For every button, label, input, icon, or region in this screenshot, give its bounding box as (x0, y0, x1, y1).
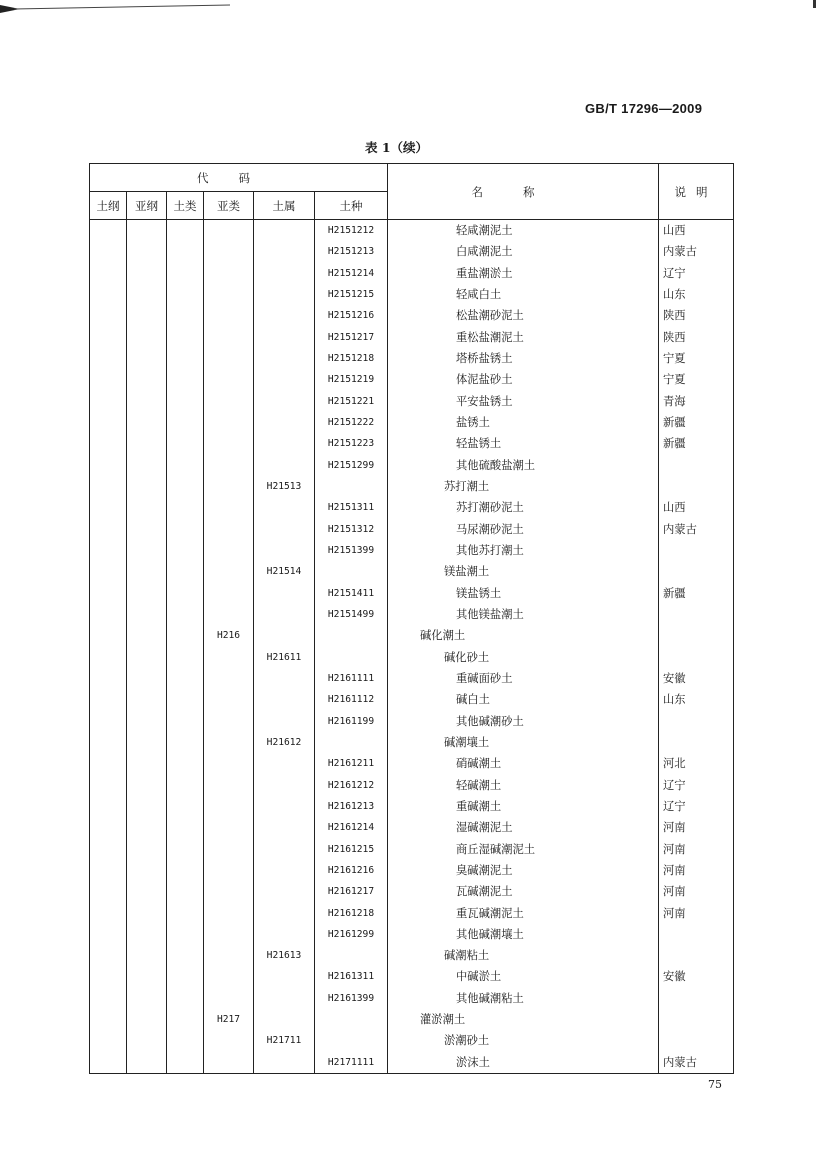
table-title: 表 1（续） (365, 140, 429, 155)
soil-name: 苏打潮土 (444, 479, 490, 493)
family-code (254, 860, 314, 881)
name-column (388, 220, 659, 1074)
scan-edge-mark (813, 0, 816, 8)
family-code (254, 1052, 314, 1073)
species-code: H2161111 (327, 672, 375, 684)
soil-name: 镁盐潮土 (444, 565, 490, 579)
family-code (254, 988, 314, 1009)
subgroup-code (204, 689, 253, 710)
subgroup-code (204, 348, 253, 369)
soil-name: 其他碱潮粘土 (456, 991, 524, 1005)
subgroup-code (204, 391, 253, 412)
family-code (254, 711, 314, 732)
species-code: H2161215 (327, 843, 375, 855)
species-code: H2161399 (327, 992, 375, 1004)
species-code: H2161211 (327, 758, 375, 770)
family-code: H21711 (266, 1035, 302, 1047)
species-code: H2151312 (327, 523, 375, 535)
species-code: H2151411 (327, 587, 375, 599)
soil-order-header: 土纲 (90, 192, 127, 220)
subgroup-code (204, 775, 253, 796)
family-code (254, 433, 314, 454)
subgroup-code (204, 369, 253, 390)
family-code (254, 753, 314, 774)
species-code: H2161212 (327, 779, 375, 791)
soil-order-column (90, 220, 127, 1074)
species-column (315, 220, 388, 1074)
region-note: 内蒙古 (663, 522, 697, 536)
family-code (254, 604, 314, 625)
family-code (254, 775, 314, 796)
family-code: H21513 (266, 480, 302, 492)
species-code: H2161199 (327, 715, 375, 727)
name-header: 名称 (388, 164, 659, 220)
family-code (254, 903, 314, 924)
soil-name: 体泥盐砂土 (456, 373, 513, 387)
species-code: H2151223 (327, 438, 375, 450)
family-code (254, 412, 314, 433)
family-code (254, 455, 314, 476)
soil-name: 碱化潮土 (420, 629, 466, 643)
region-note: 山东 (663, 287, 686, 301)
soil-name: 塔桥盐锈土 (456, 351, 513, 365)
species-code: H2161299 (327, 928, 375, 940)
subgroup-code (204, 796, 253, 817)
subgroup-code (204, 561, 253, 582)
family-code (254, 263, 314, 284)
soil-name: 其他碱潮壤土 (456, 927, 524, 941)
subgroup-code (204, 284, 253, 305)
soil-name: 轻咸白土 (456, 287, 502, 301)
subgroup-code: H216 (216, 630, 241, 642)
species-code: H2151499 (327, 608, 375, 620)
family-code (254, 220, 314, 241)
soil-name: 碱化砂土 (444, 650, 490, 664)
species-code: H2161217 (327, 886, 375, 898)
family-code: H21514 (266, 566, 302, 578)
subgroup-code (204, 647, 253, 668)
species-code (315, 1009, 387, 1030)
species-code (315, 647, 387, 668)
region-note (659, 988, 733, 1009)
code-group-header: 代码 (90, 164, 388, 192)
subgroup-code (204, 412, 253, 433)
region-note (659, 1009, 733, 1030)
family-code (254, 391, 314, 412)
subgroup-code (204, 263, 253, 284)
subgroup-column (204, 220, 254, 1074)
soil-name: 松盐潮砂泥土 (456, 309, 524, 323)
page-number: 75 (708, 1078, 722, 1091)
soil-name: 碱潮壤土 (444, 735, 490, 749)
species-code: H2151219 (327, 374, 375, 386)
soil-name: 轻碱潮土 (456, 778, 502, 792)
species-code: H2161311 (327, 971, 375, 983)
subgroup-code (204, 476, 253, 497)
soil-name: 瓦碱潮泥土 (456, 885, 513, 899)
family-code (254, 305, 314, 326)
soil-classification-table (89, 163, 734, 1074)
region-note: 内蒙古 (663, 245, 697, 259)
family-code (254, 327, 314, 348)
region-note: 河南 (663, 906, 686, 920)
subgroup-code (204, 881, 253, 902)
soil-name: 马尿潮砂泥土 (456, 522, 524, 536)
species-code: H2151299 (327, 459, 375, 471)
family-code (254, 817, 314, 838)
region-note: 河南 (663, 885, 686, 899)
region-note: 新疆 (663, 586, 686, 600)
species-code: H2161213 (327, 800, 375, 812)
region-note: 安徽 (663, 970, 686, 984)
soil-name: 臭碱潮泥土 (456, 863, 513, 877)
suborder-header: 亚纲 (127, 192, 167, 220)
species-code: H2151214 (327, 267, 375, 279)
soil-name: 重瓦碱潮泥土 (456, 906, 524, 920)
region-note: 河南 (663, 863, 686, 877)
family-code (254, 966, 314, 987)
region-note: 河南 (663, 821, 686, 835)
subgroup-code (204, 1052, 253, 1073)
family-code (254, 284, 314, 305)
species-code: H2151218 (327, 352, 375, 364)
subgroup-code (204, 1030, 253, 1051)
family-header: 土属 (254, 192, 315, 220)
species-code (315, 625, 387, 646)
subgroup-code (204, 966, 253, 987)
region-note: 陕西 (663, 309, 686, 323)
soil-name: 其他镁盐潮土 (456, 607, 524, 621)
note-header: 说明 (659, 164, 734, 220)
region-note: 宁夏 (663, 373, 686, 387)
soil-name: 其他苏打潮土 (456, 543, 524, 557)
region-note (659, 1030, 733, 1051)
region-note (659, 732, 733, 753)
soil-name: 碱潮粘土 (444, 949, 490, 963)
subgroup-code (204, 711, 253, 732)
subgroup-code (204, 860, 253, 881)
family-code (254, 924, 314, 945)
family-code (254, 497, 314, 518)
region-note: 辽宁 (663, 778, 686, 792)
region-note (659, 924, 733, 945)
family-code (254, 689, 314, 710)
soil-name: 淤潮砂土 (444, 1034, 490, 1048)
species-header: 土种 (315, 192, 388, 220)
family-code (254, 369, 314, 390)
region-note (659, 625, 733, 646)
species-code: H2151399 (327, 544, 375, 556)
family-code (254, 348, 314, 369)
subgroup-code (204, 455, 253, 476)
species-code: H2161216 (327, 864, 375, 876)
region-note: 新疆 (663, 415, 686, 429)
region-note: 山西 (663, 224, 686, 237)
family-code: H21611 (266, 651, 302, 663)
subgroup-code (204, 988, 253, 1009)
species-code (315, 476, 387, 497)
species-code (315, 1030, 387, 1051)
subgroup-code (204, 220, 253, 241)
soil-name: 碱白土 (456, 693, 490, 707)
family-code: H21613 (266, 950, 302, 962)
region-note: 青海 (663, 394, 686, 408)
suborder-column (127, 220, 167, 1074)
soil-name: 镁盐锈土 (456, 586, 502, 600)
species-code: H2151213 (327, 246, 375, 258)
region-note: 河南 (663, 842, 686, 856)
soil-name: 其他碱潮砂土 (456, 714, 524, 728)
region-note: 辽宁 (663, 799, 686, 813)
species-code: H2161218 (327, 907, 375, 919)
subgroup-code (204, 540, 253, 561)
region-note: 陕西 (663, 330, 686, 344)
family-code (254, 796, 314, 817)
region-note (659, 604, 733, 625)
region-note: 新疆 (663, 437, 686, 451)
region-note (659, 647, 733, 668)
subgroup-code: H217 (216, 1014, 241, 1026)
species-code: H2151311 (327, 502, 375, 514)
species-code: H2151212 (327, 225, 375, 236)
family-code (254, 839, 314, 860)
species-code: H2151222 (327, 416, 375, 428)
species-code (315, 561, 387, 582)
subgroup-code (204, 305, 253, 326)
family-code: H21612 (266, 736, 302, 748)
family-code (254, 1009, 314, 1030)
standard-code: GB/T 17296—2009 (585, 101, 703, 116)
region-note: 山西 (663, 501, 686, 515)
subgroup-code (204, 241, 253, 262)
region-note (659, 476, 733, 497)
subgroup-code (204, 753, 253, 774)
region-note: 辽宁 (663, 266, 686, 280)
note-column (659, 220, 734, 1074)
subgroup-code (204, 604, 253, 625)
region-note (659, 945, 733, 966)
subgroup-code (204, 433, 253, 454)
subgroup-code (204, 519, 253, 540)
soil-name: 中碱淤土 (456, 970, 502, 984)
species-code: H2161112 (327, 694, 375, 706)
family-code (254, 519, 314, 540)
subgroup-code (204, 668, 253, 689)
region-note: 河北 (663, 757, 686, 771)
soil-name: 硝碱潮土 (456, 757, 502, 771)
species-code (315, 945, 387, 966)
soil-name: 重碱潮土 (456, 799, 502, 813)
region-note (659, 561, 733, 582)
group-header: 土类 (167, 192, 204, 220)
subgroup-code (204, 497, 253, 518)
species-code (315, 732, 387, 753)
region-note: 安徽 (663, 671, 686, 685)
soil-name: 平安盐锈土 (456, 394, 513, 408)
species-code: H2151217 (327, 331, 375, 343)
subgroup-code (204, 839, 253, 860)
family-code (254, 540, 314, 561)
soil-name: 轻盐锈土 (456, 437, 502, 451)
soil-name: 灌淤潮土 (420, 1013, 466, 1027)
family-column (254, 220, 315, 1074)
soil-name: 苏打潮砂泥土 (456, 501, 524, 515)
group-column (167, 220, 204, 1074)
soil-name: 商丘湿碱潮泥土 (456, 842, 536, 856)
soil-name: 淤沫土 (456, 1055, 490, 1069)
soil-name: 盐锈土 (456, 415, 490, 429)
soil-name: 其他硫酸盐潮土 (456, 458, 536, 472)
species-code: H2151216 (327, 310, 375, 322)
species-code: H2151215 (327, 288, 375, 300)
subgroup-code (204, 817, 253, 838)
species-code: H2171111 (327, 1056, 375, 1068)
subgroup-code (204, 924, 253, 945)
region-note (659, 540, 733, 561)
species-code: H2161214 (327, 822, 375, 834)
subgroup-code (204, 583, 253, 604)
scan-artifact-mark (0, 0, 230, 16)
species-code: H2151221 (327, 395, 375, 407)
region-note (659, 455, 733, 476)
subgroup-code (204, 732, 253, 753)
subgroup-code (204, 903, 253, 924)
region-note: 宁夏 (663, 351, 686, 365)
soil-name: 湿碱潮泥土 (456, 821, 513, 835)
soil-name: 轻咸潮泥土 (456, 224, 513, 237)
soil-name: 白咸潮泥土 (456, 245, 513, 259)
family-code (254, 625, 314, 646)
region-note: 内蒙古 (663, 1055, 697, 1069)
family-code (254, 241, 314, 262)
family-code (254, 668, 314, 689)
family-code (254, 881, 314, 902)
family-code (254, 583, 314, 604)
subgroup-code (204, 945, 253, 966)
subgroup-code (204, 327, 253, 348)
soil-name: 重盐潮淤土 (456, 266, 513, 280)
region-note (659, 711, 733, 732)
subgroup-header: 亚类 (204, 192, 254, 220)
region-note: 山东 (663, 693, 686, 707)
soil-name: 重碱面砂土 (456, 671, 513, 685)
soil-name: 重松盐潮泥土 (456, 330, 524, 344)
